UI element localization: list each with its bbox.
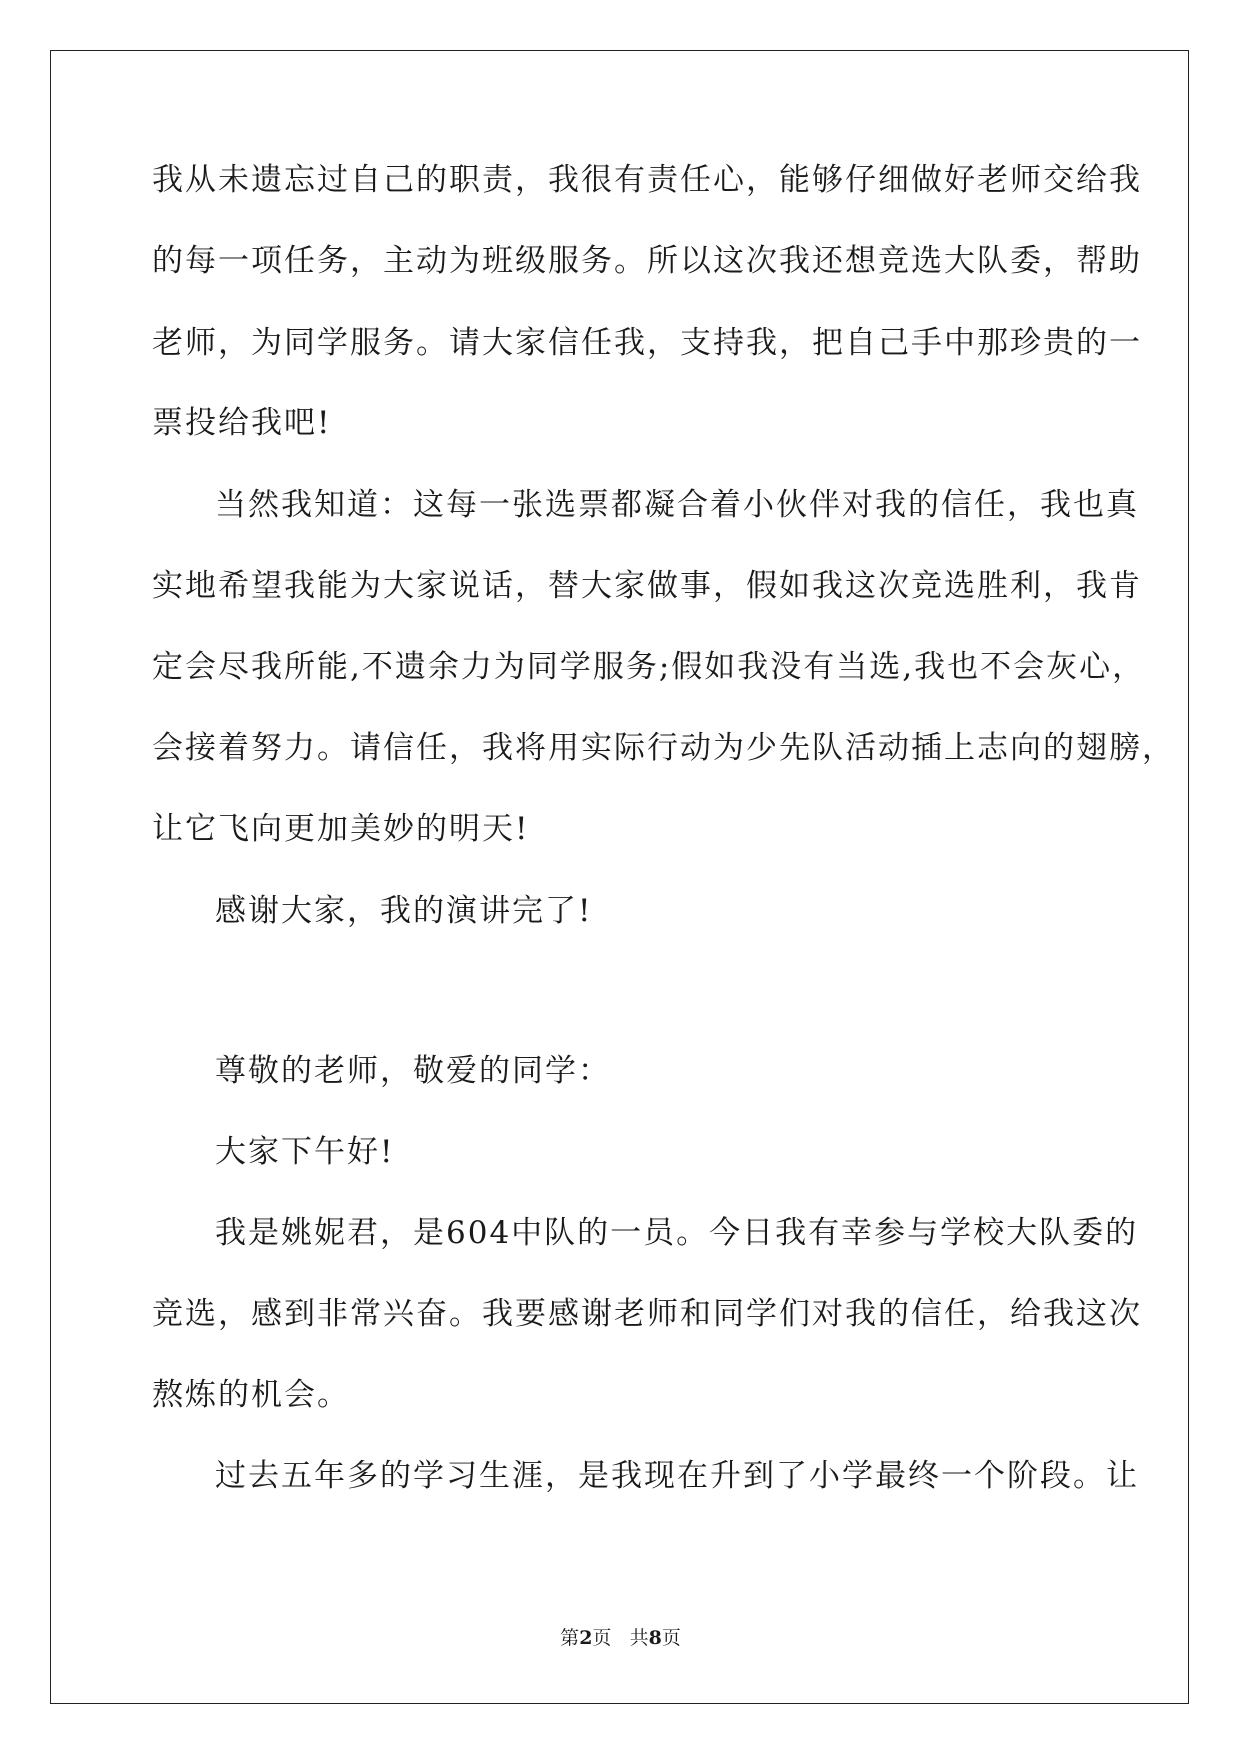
text-line: 实地希望我能为大家说话，替大家做事，假如我这次竞选胜利，我肯 [152, 568, 1142, 604]
text-line: 让它飞向更加美妙的明天! [152, 811, 530, 847]
greeting-line: 大家下午好! [215, 1134, 395, 1170]
total-suffix: 页 [661, 1627, 681, 1649]
total-prefix: 共 [629, 1627, 649, 1649]
text-line: 老师，为同学服务。请大家信任我，支持我，把自己手中那珍贵的一 [152, 325, 1142, 361]
total-page-number: 8 [648, 1627, 662, 1649]
text-line: 我从未遗忘过自己的职责，我很有责任心，能够仔细做好老师交给我 [152, 162, 1142, 198]
text-line: 的每一项任务，主动为班级服务。所以这次我还想竞选大队委，帮助 [152, 243, 1142, 279]
text-line: 熬炼的机会。 [152, 1377, 350, 1413]
page-prefix: 第 [560, 1627, 580, 1649]
text-line: 会接着努力。请信任，我将用实际行动为少先队活动插上志向的翅膀， [152, 730, 1175, 766]
paragraph-start-line: 过去五年多的学习生涯，是我现在升到了小学最终一个阶段。让 [215, 1458, 1139, 1494]
paragraph-start-line: 我是姚妮君，是604中队的一员。今日我有幸参与学校大队委的 [215, 1215, 1139, 1251]
text-line: 竞选，感到非常兴奋。我要感谢老师和同学们对我的信任，给我这次 [152, 1296, 1142, 1332]
salutation-line: 尊敬的老师，敬爱的同学： [215, 1053, 611, 1089]
current-page-number: 2 [579, 1627, 593, 1649]
page-suffix: 页 [592, 1627, 612, 1649]
page-footer [0, 1626, 1241, 1650]
paragraph-start-line: 感谢大家，我的演讲完了! [215, 893, 593, 929]
text-line: 定会尽我所能,不遗余力为同学服务;假如我没有当选,我也不会灰心， [152, 649, 1146, 685]
paragraph-start-line: 当然我知道：这每一张选票都凝合着小伙伴对我的信任，我也真 [215, 487, 1139, 523]
text-line: 票投给我吧! [152, 405, 332, 441]
